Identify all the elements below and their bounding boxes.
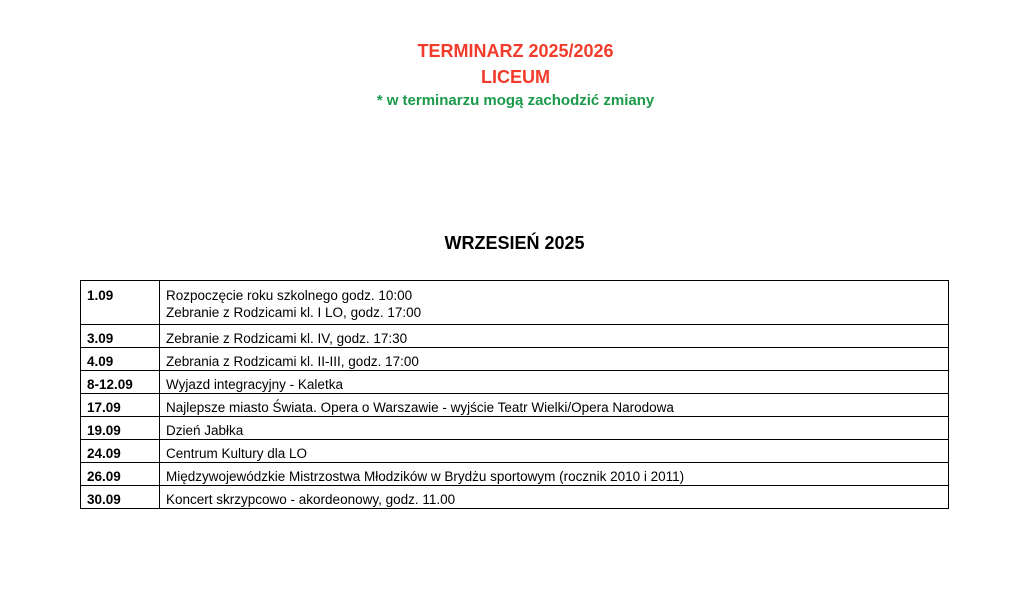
event-line: Zebrania z Rodzicami kl. II-III, godz. 17:00	[166, 354, 419, 369]
event-date: 1.09	[81, 281, 160, 325]
event-description	[160, 440, 949, 463]
event-date: 26.09	[81, 463, 160, 486]
event-line: Zebranie z Rodzicami kl. IV, godz. 17:30	[166, 331, 408, 346]
event-date: 30.09	[81, 486, 160, 509]
table-row	[81, 440, 949, 463]
event-description	[160, 417, 949, 440]
month-heading: WRZESIEŃ 2025	[444, 233, 585, 253]
event-date: 24.09	[81, 440, 160, 463]
event-description	[160, 281, 949, 325]
event-date: 8-12.09	[81, 371, 160, 394]
event-line: Koncert skrzypcowo - akordeonowy, godz. 11.00	[166, 492, 456, 507]
event-line: Wyjazd integracyjny - Kaletka	[166, 377, 343, 392]
table-row	[81, 325, 949, 348]
event-date: 17.09	[81, 394, 160, 417]
page-title: TERMINARZ 2025/2026	[417, 41, 614, 61]
document-header	[0, 38, 1024, 112]
event-description	[160, 371, 949, 394]
event-description	[160, 486, 949, 509]
event-line: Międzywojewódzkie Mistrzostwa Młodzików w Brydżu sportowym (rocznik 2010 i 2011)	[166, 469, 685, 484]
event-line: Zebranie z Rodzicami kl. I LO, godz. 17:00	[166, 305, 422, 320]
table-row	[81, 281, 949, 325]
events-table-body	[81, 281, 949, 509]
page-subtitle: LICEUM	[481, 67, 550, 87]
table-row	[81, 348, 949, 371]
event-date: 4.09	[81, 348, 160, 371]
event-line: Dzień Jabłka	[166, 423, 244, 438]
table-row	[81, 486, 949, 509]
event-date: 19.09	[81, 417, 160, 440]
events-table	[80, 280, 949, 509]
event-line: Najlepsze miasto Świata. Opera o Warszawie - wyjście Teatr Wielki/Opera Narodowa	[166, 400, 674, 415]
event-line: Centrum Kultury dla LO	[166, 446, 308, 461]
table-row	[81, 463, 949, 486]
table-row	[81, 371, 949, 394]
table-row	[81, 417, 949, 440]
event-description	[160, 348, 949, 371]
event-description	[160, 394, 949, 417]
table-row	[81, 394, 949, 417]
event-date: 3.09	[81, 325, 160, 348]
event-line: Rozpoczęcie roku szkolnego godz. 10:00	[166, 288, 413, 303]
changes-note: * w terminarzu mogą zachodzić zmiany	[376, 92, 655, 109]
event-description	[160, 325, 949, 348]
event-description	[160, 463, 949, 486]
